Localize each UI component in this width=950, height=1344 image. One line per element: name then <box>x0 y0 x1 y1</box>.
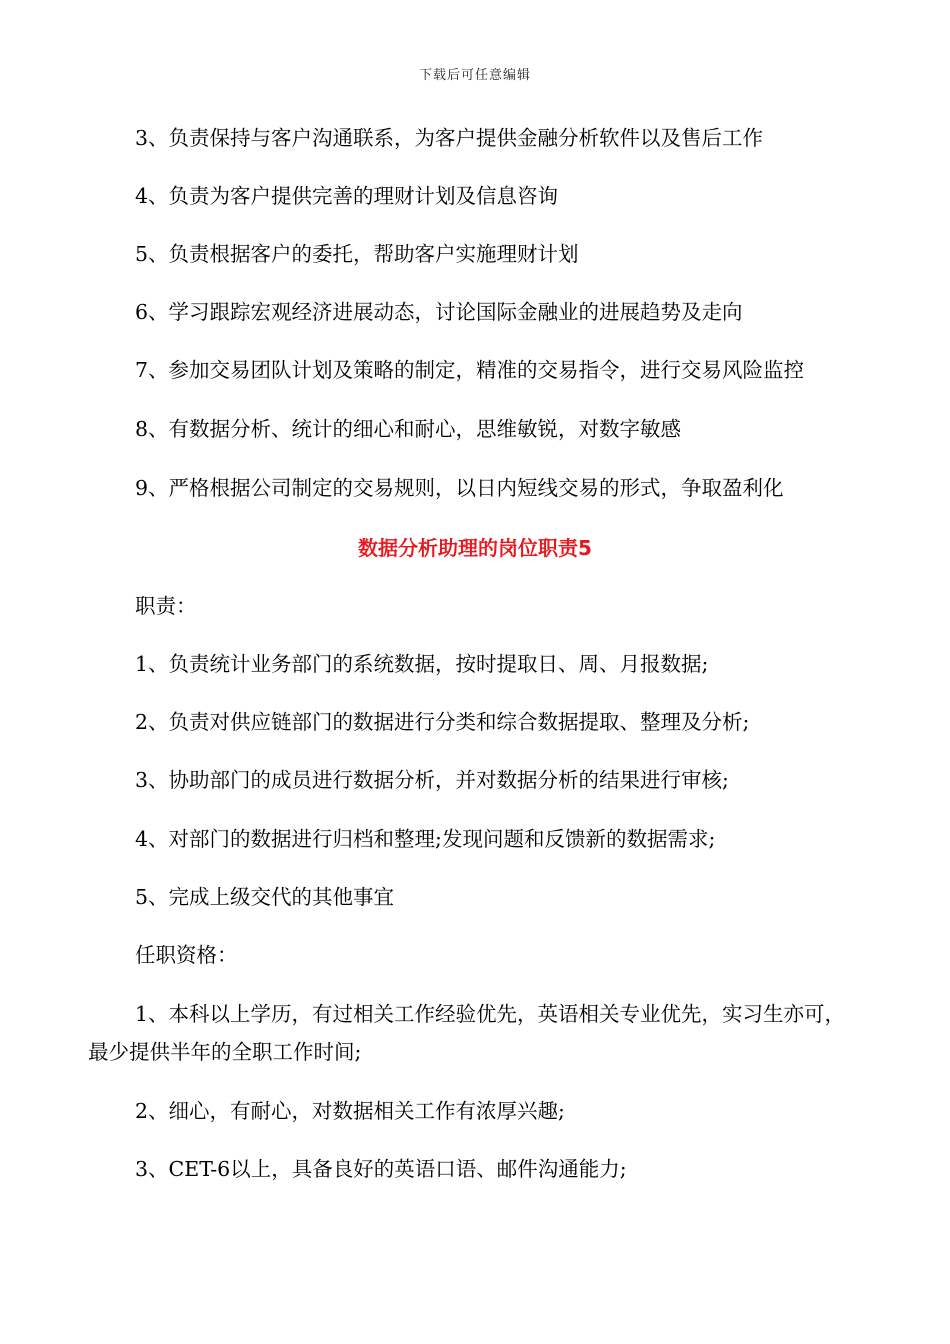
duty-line-4: 4、负责为客户提供完善的理财计划及信息咨询 <box>135 184 559 208</box>
duty-line-7: 7、参加交易团队计划及策略的制定，精准的交易指令，进行交易风险监控 <box>135 358 805 382</box>
duties-label: 职责： <box>135 594 197 618</box>
qualifications-label: 任职资格： <box>135 943 238 967</box>
duty-item-3: 3、协助部门的成员进行数据分析，并对数据分析的结果进行审核; <box>135 768 729 792</box>
duty-line-8: 8、有数据分析、统计的细心和耐心，思维敏锐，对数字敏感 <box>135 417 682 441</box>
duty-line-5: 5、负责根据客户的委托，帮助客户实施理财计划 <box>135 242 579 266</box>
duty-line-6: 6、学习跟踪宏观经济进展动态，讨论国际金融业的进展趋势及走向 <box>135 300 743 324</box>
duty-item-4: 4、对部门的数据进行归档和整理;发现问题和反馈新的数据需求; <box>135 827 716 851</box>
duty-item-1: 1、负责统计业务部门的系统数据，按时提取日、周、月报数据; <box>135 652 709 676</box>
duty-line-3: 3、负责保持与客户沟通联系，为客户提供金融分析软件以及售后工作 <box>135 126 764 150</box>
qualification-item-1 <box>88 995 863 1071</box>
duty-item-5: 5、完成上级交代的其他事宜 <box>135 885 395 909</box>
duty-item-2: 2、负责对供应链部门的数据进行分类和综合数据提取、整理及分析; <box>135 710 750 734</box>
duty-line-9: 9、严格根据公司制定的交易规则，以日内短线交易的形式，争取盈利化 <box>135 476 784 500</box>
header-note: 下载后可任意编辑 <box>418 68 531 83</box>
qualification-item-2: 2、细心，有耐心，对数据相关工作有浓厚兴趣; <box>135 1099 565 1123</box>
section-title: 数据分析助理的岗位职责5 <box>358 536 592 560</box>
qualification-item-3: 3、CET-6以上，具备良好的英语口语、邮件沟通能力; <box>135 1157 627 1181</box>
qualification-item-1-text: 1、本科以上学历，有过相关工作经验优先，英语相关专业优先，实习生亦可，最少提供半年的全职工作时间; <box>88 1002 846 1064</box>
